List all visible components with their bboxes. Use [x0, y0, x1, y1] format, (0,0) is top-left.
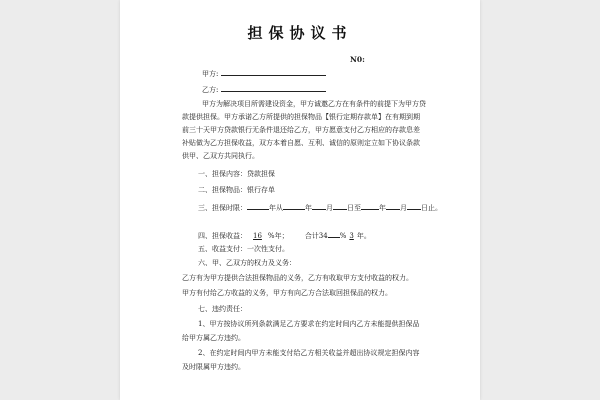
- section-6: 六、甲、乙双方的权力及义务：: [198, 259, 296, 267]
- term-text: 日至: [347, 204, 361, 212]
- term-text: 年从: [269, 204, 283, 212]
- term-text: 月: [400, 204, 407, 212]
- total-blank: [328, 230, 340, 238]
- section-4-label: 四、担保收益：: [198, 232, 247, 240]
- intro-line-3: 前三十天甲方贷款银行无条件退还给乙方，甲方愿意支付乙方相应的存款息差: [182, 126, 420, 134]
- section-5: 五、收益支付：一次性支付。: [198, 245, 289, 253]
- party-a-blank: [221, 68, 326, 76]
- term-blank: [407, 202, 421, 210]
- clause-7-1-line-2: 给甲方属乙方违约。: [182, 334, 245, 342]
- document-number-label: N0:: [350, 55, 365, 64]
- section-3-label: 三、担保时限：: [198, 204, 247, 212]
- section-1: 一、担保内容：贷款担保: [198, 170, 275, 178]
- section-6-body-2: 甲方有付给乙方收益的义务，甲方有向乙方合法取回担保品的权力。: [182, 289, 392, 297]
- party-b-label: 乙方:: [202, 86, 219, 94]
- term-blank: [247, 202, 269, 210]
- term-text: 年: [379, 204, 386, 212]
- party-b-line: [202, 84, 326, 95]
- clause-7-2-line-2: 及时限属甲方违约。: [182, 363, 245, 371]
- document-title: 担保协议书: [247, 24, 353, 42]
- party-a-label: 甲方:: [202, 70, 219, 78]
- intro-line-1: 甲方为解决项目所需建设资金，甲方诚邀乙方在有条件的前提下为甲方贷: [202, 100, 426, 108]
- party-a-line: [202, 68, 326, 79]
- intro-line-2: 款提供担保。甲方承诺乙方所提供的担保物品【银行定期存款单】在有期到期: [182, 113, 420, 121]
- term-blank: [333, 202, 347, 210]
- section-2: 二、担保物品：银行存单: [198, 186, 275, 194]
- rate-value: 16: [253, 232, 262, 240]
- section-7: 七、违约责任：: [198, 305, 247, 313]
- rate-unit: %年；: [267, 232, 289, 240]
- section-3: [198, 202, 442, 213]
- total-unit: %: [339, 232, 347, 240]
- term-text: 月: [326, 204, 333, 212]
- intro-line-5: 供甲、乙双方共同执行。: [182, 152, 259, 160]
- section-4: [198, 230, 371, 241]
- term-blank: [361, 202, 379, 210]
- term-blank: [312, 202, 326, 210]
- clause-7-1-line-1: 1、甲方按协议所列条款满足乙方要求在约定时间内乙方未能提供担保品: [198, 320, 420, 328]
- intro-line-4: 补贴做为乙方担保收益，双方本着自愿、互利、诚信的原则定立如下协议条款: [182, 139, 420, 147]
- term-text: 日止。: [421, 204, 442, 212]
- party-b-blank: [221, 84, 326, 92]
- document-page: [120, 0, 480, 400]
- term-text: 年: [305, 204, 312, 212]
- years-unit: 年。: [356, 232, 371, 240]
- section-6-body-1: 乙方有为甲方提供合法担保物品的义务，乙方有收取甲方支付收益的权力。: [182, 274, 413, 282]
- clause-7-2-line-1: 2、在约定时间内甲方未能支付给乙方相关收益并超出协议规定担保内容: [198, 349, 420, 357]
- years-value: 3: [349, 232, 354, 240]
- total-label: 合计34: [304, 232, 328, 240]
- term-blank: [386, 202, 400, 210]
- term-blank: [283, 202, 305, 210]
